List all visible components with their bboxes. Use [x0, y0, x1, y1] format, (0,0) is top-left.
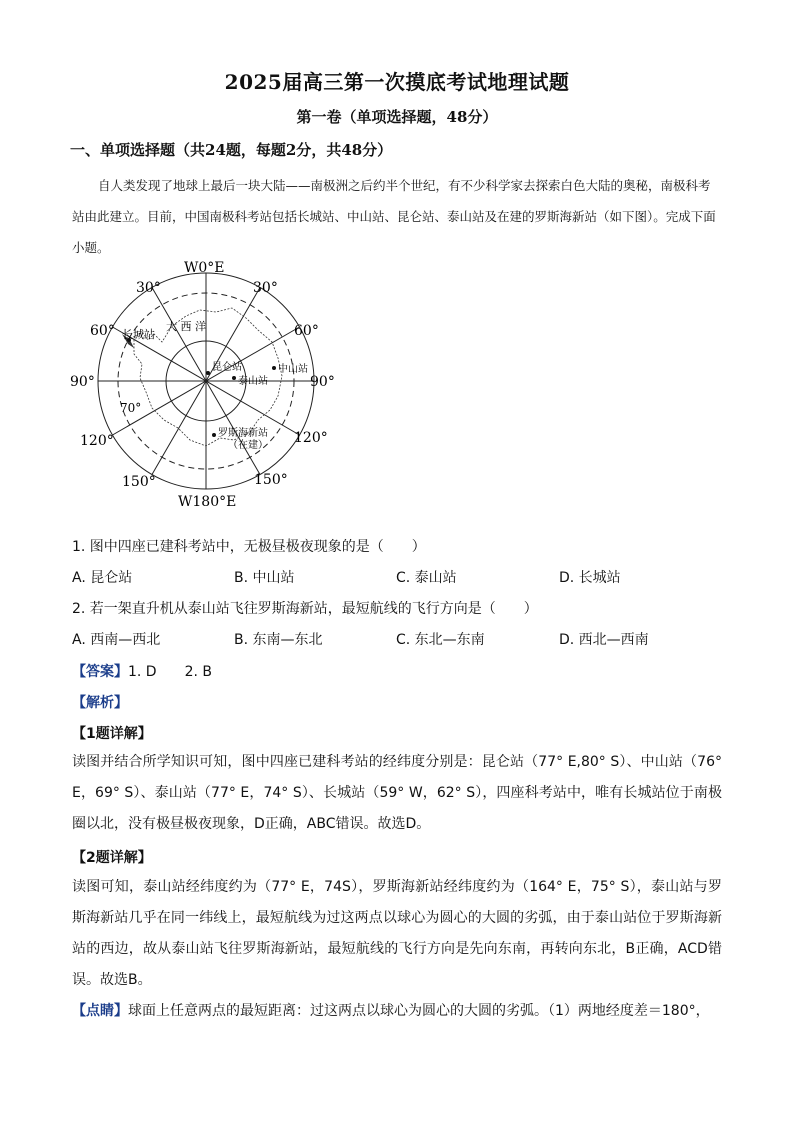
section-heading: 一、单项选择题（共24题，每题2分，共48分） — [70, 141, 393, 159]
map-graticule — [98, 273, 314, 489]
q1-option-a: A. 昆仑站 — [72, 570, 133, 586]
station-taishan-marker — [232, 376, 236, 380]
label-changcheng: 长城站 — [122, 328, 155, 341]
label-150-left: 150° — [122, 474, 156, 490]
detail1-paragraph: 读图并结合所学知识可知，图中四座已建科考站的经纬度分别是：昆仑站（77° E,80° S）、中山站（76° E，69° S）、泰山站（77° E，74° S）、长城站（59° W，62° S），四座科考站中，唯有长城站位于南极圈以北，没有极昼极夜现象，D正确，ABC错误。故选D。 — [72, 754, 722, 832]
label-90-right: 90° — [310, 374, 335, 390]
label-60-left: 60° — [90, 323, 115, 339]
page-title: 2025届高三第一次摸底考试地理试题 — [224, 70, 570, 94]
q1-option-d: D. 长城站 — [559, 570, 621, 586]
comment-tag: 【点睛】 — [72, 1003, 128, 1019]
label-rossnew-note: （在建） — [228, 440, 268, 451]
label-top: W0°E — [184, 260, 225, 276]
label-taishan: 泰山站 — [238, 376, 268, 387]
detail2-tag: 【2题详解】 — [72, 850, 152, 866]
label-rossnew: 罗斯海新站 — [218, 428, 268, 439]
label-30-left: 30° — [136, 280, 161, 296]
station-rossnew-marker — [212, 433, 216, 437]
question-2: 2. 若一架直升机从泰山站飞往罗斯海新站，最短航线的飞行方向是（ ） — [72, 601, 538, 617]
comment-paragraph — [72, 996, 722, 1027]
analysis-tag: 【解析】 — [72, 695, 128, 711]
station-zhongshan-marker — [272, 366, 276, 370]
q1-option-c: C. 泰山站 — [396, 570, 457, 586]
label-90-left: 90° — [70, 374, 95, 390]
label-kunlun: 昆仑站 — [212, 362, 242, 373]
label-120-left: 120° — [80, 433, 114, 449]
detail1-tag: 【1题详解】 — [72, 726, 152, 742]
label-ocean: 大 西 洋 — [166, 320, 206, 333]
answer-tag: 【答案】 — [72, 664, 128, 680]
detail2-paragraph: 读图可知，泰山站经纬度约为（77° E，74S），罗斯海新站经纬度约为（164° E，75° S），泰山站与罗斯海新站几乎在同一纬线上，最短航线为过这两点以球心为圆心的大圆的劣弧，由于泰山站位于罗斯海新站的西边，故从泰山站飞往罗斯海新站，最短航线的飞行方向是先向东南，再转向东北，B正确，ACD错误。故选B。 — [72, 879, 722, 988]
detail1-heading — [72, 723, 152, 743]
label-120-right: 120° — [294, 430, 328, 446]
q2-option-a: A. 西南—西北 — [72, 632, 161, 648]
q2-option-b: B. 东南—东北 — [234, 632, 323, 648]
detail2-heading — [72, 847, 152, 867]
question-1: 1. 图中四座已建科考站中，无极昼极夜现象的是（ ） — [72, 539, 426, 555]
answer-text: 1. D 2. B — [128, 664, 212, 680]
station-kunlun-marker — [206, 371, 210, 375]
answer-line — [72, 661, 212, 681]
label-150-right: 150° — [254, 472, 288, 488]
q2-option-d: D. 西北—西南 — [559, 632, 649, 648]
label-70: 70° — [120, 401, 142, 415]
part-subtitle: 第一卷（单项选择题，48分） — [296, 108, 498, 126]
antarctica-station-map — [70, 260, 344, 510]
label-zhongshan: 中山站 — [278, 364, 308, 375]
q1-option-b: B. 中山站 — [234, 570, 295, 586]
intro-paragraph: 自人类发现了地球上最后一块大陆——南极洲之后约半个世纪，有不少科学家去探索白色大陆的奥秘，南极科考站由此建立。目前，中国南极科考站包括长城站、中山站、昆仑站、泰山站及在建的罗斯海新站（如下图）。完成下面小题。 — [72, 178, 716, 255]
analysis-line — [72, 692, 128, 712]
q2-option-c: C. 东北—东南 — [396, 632, 485, 648]
label-60-right: 60° — [294, 323, 319, 339]
label-30-right: 30° — [253, 280, 278, 296]
label-bottom: W180°E — [178, 494, 237, 510]
comment-text: 球面上任意两点的最短距离：过这两点以球心为圆心的大圆的劣弧。（1）两地经度差＝180°， — [128, 1003, 710, 1019]
